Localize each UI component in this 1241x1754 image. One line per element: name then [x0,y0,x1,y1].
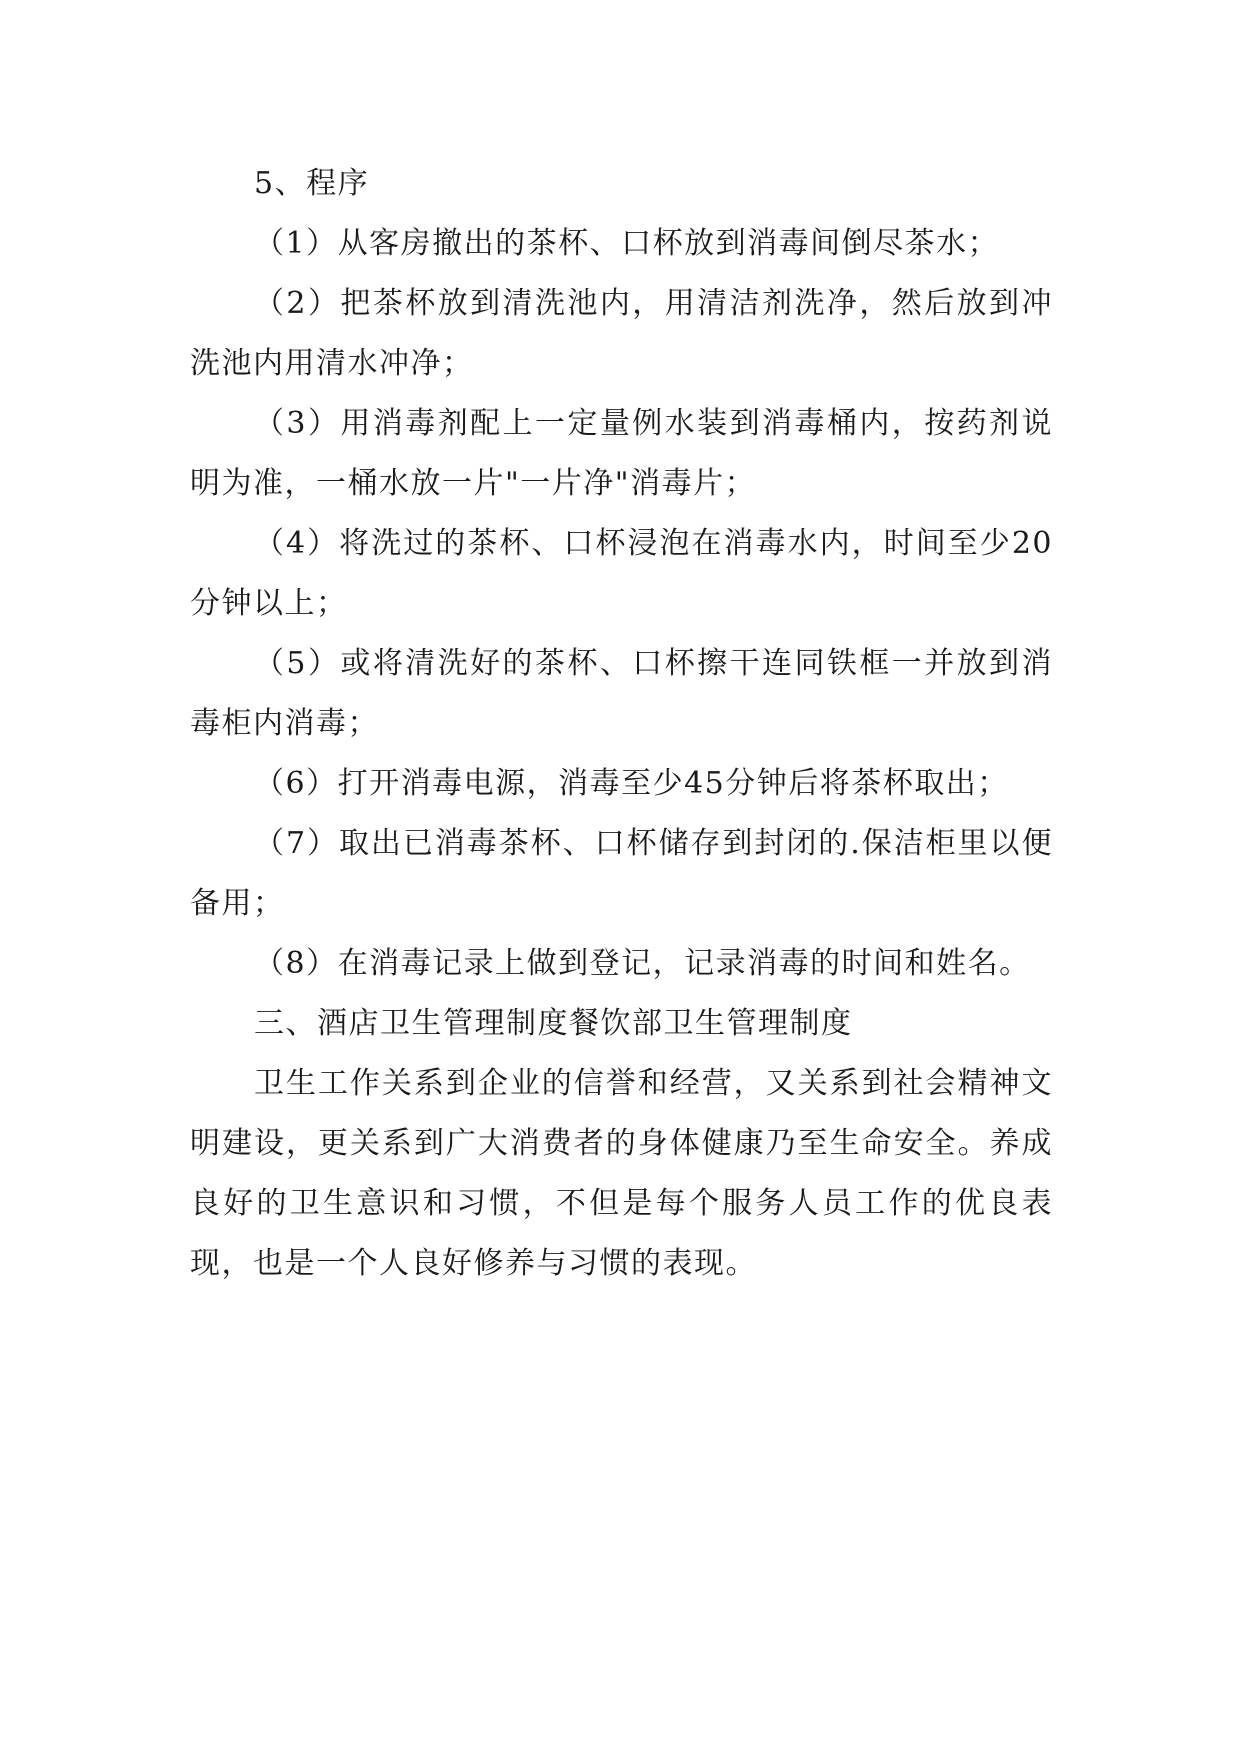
document-body [190,154,1053,1294]
section-heading-hygiene: 三、酒店卫生管理制度餐饮部卫生管理制度 [254,1006,853,1041]
section-heading-procedure: 5、程序 [254,166,370,201]
procedure-step-2: （2）把茶杯放到清洗池内，用清洁剂洗净，然后放到冲洗池内用清水冲净； [190,286,1053,381]
procedure-step-4: （4）将洗过的茶杯、口杯浸泡在消毒水内，时间至少20分钟以上； [190,526,1053,621]
procedure-step-3: （3）用消毒剂配上一定量例水装到消毒桶内，按药剂说明为准，一桶水放一片"一片净"消毒片； [190,406,1053,501]
procedure-step-8: （8）在消毒记录上做到登记，记录消毒的时间和姓名。 [254,946,1031,981]
procedure-step-6: （6）打开消毒电源，消毒至少45分钟后将茶杯取出； [254,766,1009,801]
procedure-step-5: （5）或将清洗好的茶杯、口杯擦干连同铁框一并放到消毒柜内消毒； [190,646,1053,741]
procedure-step-1: （1）从客房撤出的茶杯、口杯放到消毒间倒尽茶水； [254,226,1000,261]
procedure-step-7: （7）取出已消毒茶杯、口杯储存到封闭的.保洁柜里以便备用； [190,826,1053,921]
body-paragraph-hygiene: 卫生工作关系到企业的信誉和经营，又关系到社会精神文明建设，更关系到广大消费者的身体健康乃至生命安全。养成良好的卫生意识和习惯，不但是每个服务人员工作的优良表现，也是一个人良好修养与习惯的表现。 [190,1066,1053,1281]
